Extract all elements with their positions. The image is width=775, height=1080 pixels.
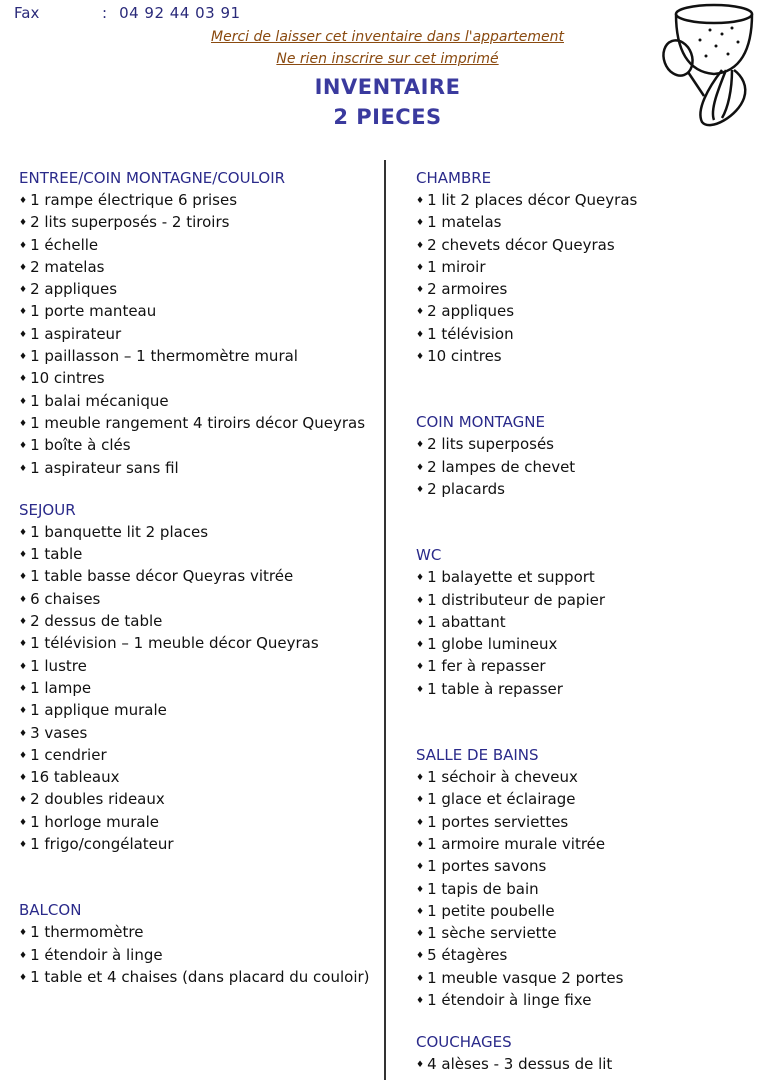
list-item: ♦ 1 miroir [416,256,771,278]
list-item: ♦ 1 globe lumineux [416,633,771,655]
fax-number: 04 92 44 03 91 [119,4,241,22]
section-salle-de-bains [416,744,771,1011]
list-item: ♦ 2 doubles rideaux [19,788,379,810]
page-title: INVENTAIRE [314,75,461,99]
list-item: ♦ 1 porte manteau [19,300,379,322]
list-item: ♦ 1 glace et éclairage [416,788,771,810]
list-item: ♦ 1 étendoir à linge [19,944,379,966]
list-item: ♦ 2 appliques [416,300,771,322]
list-item: ♦ 1 meuble vasque 2 portes [416,967,771,989]
list-item: ♦ 1 distributeur de papier [416,589,771,611]
left-column [19,167,379,988]
list-item: ♦ 1 balai mécanique [19,390,379,412]
list-item: ♦ 4 alèses - 3 dessus de lit [416,1053,771,1075]
list-item: ♦ 1 meuble rangement 4 tiroirs décor Queyras [19,412,379,434]
list-item: ♦ 1 fer à repasser [416,655,771,677]
section-wc [416,544,771,700]
fax-colon: : [102,4,108,22]
list-item: ♦ 1 thermomètre [19,921,379,943]
list-item: ♦ 1 lit 2 places décor Queyras [416,189,771,211]
list-item: ♦ 1 boîte à clés [19,434,379,456]
section-title-entree: ENTREE/COIN MONTAGNE/COULOIR [19,169,286,187]
list-item: ♦ 1 applique murale [19,699,379,721]
list-item: ♦ 1 frigo/congélateur [19,833,379,855]
list-item: ♦ 1 paillasson – 1 thermomètre mural [19,345,379,367]
list-item: ♦ 1 petite poubelle [416,900,771,922]
section-title-chambre: CHAMBRE [416,169,492,187]
list-item: ♦ 1 armoire murale vitrée [416,833,771,855]
section-couchages [416,1031,771,1075]
list-item: ♦ 2 lampes de chevet [416,456,771,478]
section-title-couchages: COUCHAGES [416,1033,512,1052]
cooking-bowl-whisk-icon [652,0,762,135]
list-item: ♦ 1 rampe électrique 6 prises [19,189,379,211]
section-coin-montagne [416,411,771,500]
list-item: ♦ 1 balayette et support [416,566,771,588]
page-subtitle: 2 PIECES [333,105,442,129]
section-chambre [416,167,771,367]
fax-label: Fax [14,4,40,22]
list-item: ♦ 2 appliques [19,278,379,300]
section-title-wc: WC [416,546,442,565]
list-item: ♦ 10 cintres [416,345,771,367]
list-item: ♦ 2 chevets décor Queyras [416,234,771,256]
note-leave-inventory: Merci de laisser cet inventaire dans l'appartement [211,29,564,45]
fax-line [14,4,241,22]
section-title-sejour: SEJOUR [19,500,76,519]
section-title-balcon: BALCON [19,901,82,920]
list-item: ♦ 1 télévision [416,323,771,345]
list-item: ♦ 2 lits superposés - 2 tiroirs [19,211,379,233]
list-item: ♦ 1 étendoir à linge fixe [416,989,771,1011]
section-sejour [19,499,379,855]
note-do-not-write: Ne rien inscrire sur cet imprimé [276,51,499,67]
list-item: ♦ 1 table à repasser [416,678,771,700]
list-item: ♦ 1 cendrier [19,744,379,766]
section-title-coin-montagne: COIN MONTAGNE [416,413,545,432]
list-item: ♦ 1 lampe [19,677,379,699]
list-item: ♦ 1 portes serviettes [416,811,771,833]
list-item: ♦ 1 table [19,543,379,565]
list-item: ♦ 1 aspirateur sans fil [19,457,379,479]
section-title-salle-de-bains: SALLE DE BAINS [416,746,539,765]
list-item: ♦ 5 étagères [416,944,771,966]
list-item: ♦ 1 portes savons [416,855,771,877]
list-item: ♦ 2 lits superposés [416,433,771,455]
list-item: ♦ 3 vases [19,722,379,744]
list-item: ♦ 10 cintres [19,367,379,389]
list-item: ♦ 2 placards [416,478,771,500]
section-balcon [19,899,379,988]
section-entree [19,167,379,479]
right-column [416,167,771,1076]
list-item: ♦ 1 lustre [19,655,379,677]
list-item: ♦ 2 armoires [416,278,771,300]
list-item: ♦ 1 tapis de bain [416,878,771,900]
list-item: ♦ 1 échelle [19,234,379,256]
list-item: ♦ 16 tableaux [19,766,379,788]
list-item: ♦ 1 aspirateur [19,323,379,345]
list-item: ♦ 6 chaises [19,588,379,610]
list-item: ♦ 1 banquette lit 2 places [19,521,379,543]
list-item: ♦ 1 séchoir à cheveux [416,766,771,788]
list-item: ♦ 1 table et 4 chaises (dans placard du couloir) [19,966,379,988]
list-item: ♦ 2 dessus de table [19,610,379,632]
list-item: ♦ 2 matelas [19,256,379,278]
list-item: ♦ 1 sèche serviette [416,922,771,944]
list-item: ♦ 1 télévision – 1 meuble décor Queyras [19,632,379,654]
list-item: ♦ 1 matelas [416,211,771,233]
list-item: ♦ 1 abattant [416,611,771,633]
list-item: ♦ 1 horloge murale [19,811,379,833]
column-divider [384,160,386,1080]
list-item: ♦ 1 table basse décor Queyras vitrée [19,565,379,587]
